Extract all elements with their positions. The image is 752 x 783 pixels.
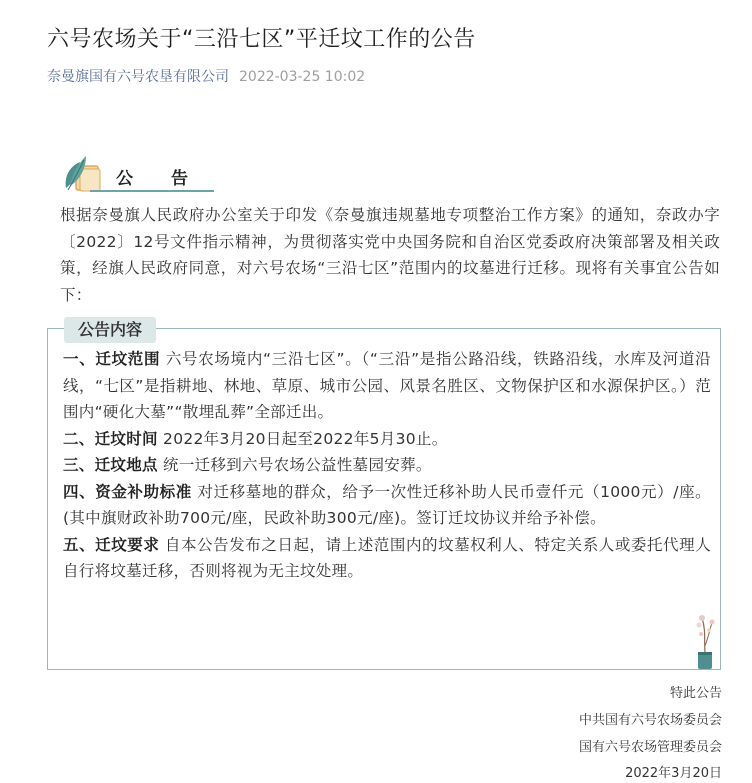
article-meta: [47, 66, 365, 86]
book-leaf-icon: [60, 152, 108, 194]
signature-date: 2022年3月20日: [625, 766, 722, 781]
flower-vase-icon: [690, 612, 720, 670]
closing-text: 特此公告: [669, 686, 722, 701]
item-text: 六号农场境内“三沿七区”。（“三沿”是指公路沿线，铁路沿线，水库及河道沿线，“七区”是指耕地、林地、草原、城市公园、风景名胜区、文物保护区和水源保护区。）范围内“硬化大墓”“散埋乱葬”全部迁出。: [63, 350, 711, 421]
item-label: 五、迁坟要求: [63, 535, 160, 554]
list-item: [63, 346, 711, 426]
signature-org-2: 国有六号农场管理委员会: [578, 740, 722, 755]
item-label: 四、资金补助标准: [63, 482, 192, 501]
item-text: 2022年3月20日起至2022年5月30止。: [157, 429, 448, 448]
list-item: [63, 479, 711, 532]
list-item: [63, 452, 711, 479]
item-text: 统一迁移到六号农场公益性墓园安葬。: [157, 456, 432, 474]
item-label: 一、迁坟范围: [63, 350, 161, 368]
list-item: [63, 426, 711, 453]
heading-underline: [90, 190, 214, 192]
item-text: 自本公告发布之日起，请上述范围内的坟墓权利人、特定关系人或委托代理人自行将坟墓迁移，否则将视为无主坟处理。: [63, 535, 711, 580]
item-label: 三、迁坟地点: [63, 456, 158, 474]
item-label: 二、迁坟时间: [63, 429, 158, 448]
item-text: 对迁移墓地的群众，给予一次性迁移补助人民币壹仟元（1000元）/座。(其中旗财政补助700元/座，民政补助300元/座)。签订迁坟协议并给予补偿。: [63, 482, 711, 527]
content-items: [63, 346, 711, 585]
content-tab-label: 公告内容: [64, 317, 156, 343]
notice-heading: [60, 152, 226, 194]
account-name-link[interactable]: 奈曼旗国有六号农垦有限公司: [47, 69, 229, 85]
intro-paragraph: 根据奈曼旗人民政府办公室关于印发《奈曼旗违规墓地专项整治工作方案》的通知，奈政办字〔2022〕12号文件指示精神，为贯彻落实党中央国务院和自治区党委政府决策部署及相关政策，经旗人民政府同意，对六号农场“三沿七区”范围内的坟墓进行迁移。现将有关事宜公告如下：: [60, 206, 720, 304]
list-item: [63, 532, 711, 585]
signature-org-1: 中共国有六号农场委员会: [578, 713, 722, 728]
publish-date: 2022-03-25 10:02: [239, 69, 366, 85]
article-title: 六号农场关于“三沿七区”平迁坟工作的公告: [47, 27, 476, 52]
notice-heading-label: 公告: [116, 169, 226, 189]
